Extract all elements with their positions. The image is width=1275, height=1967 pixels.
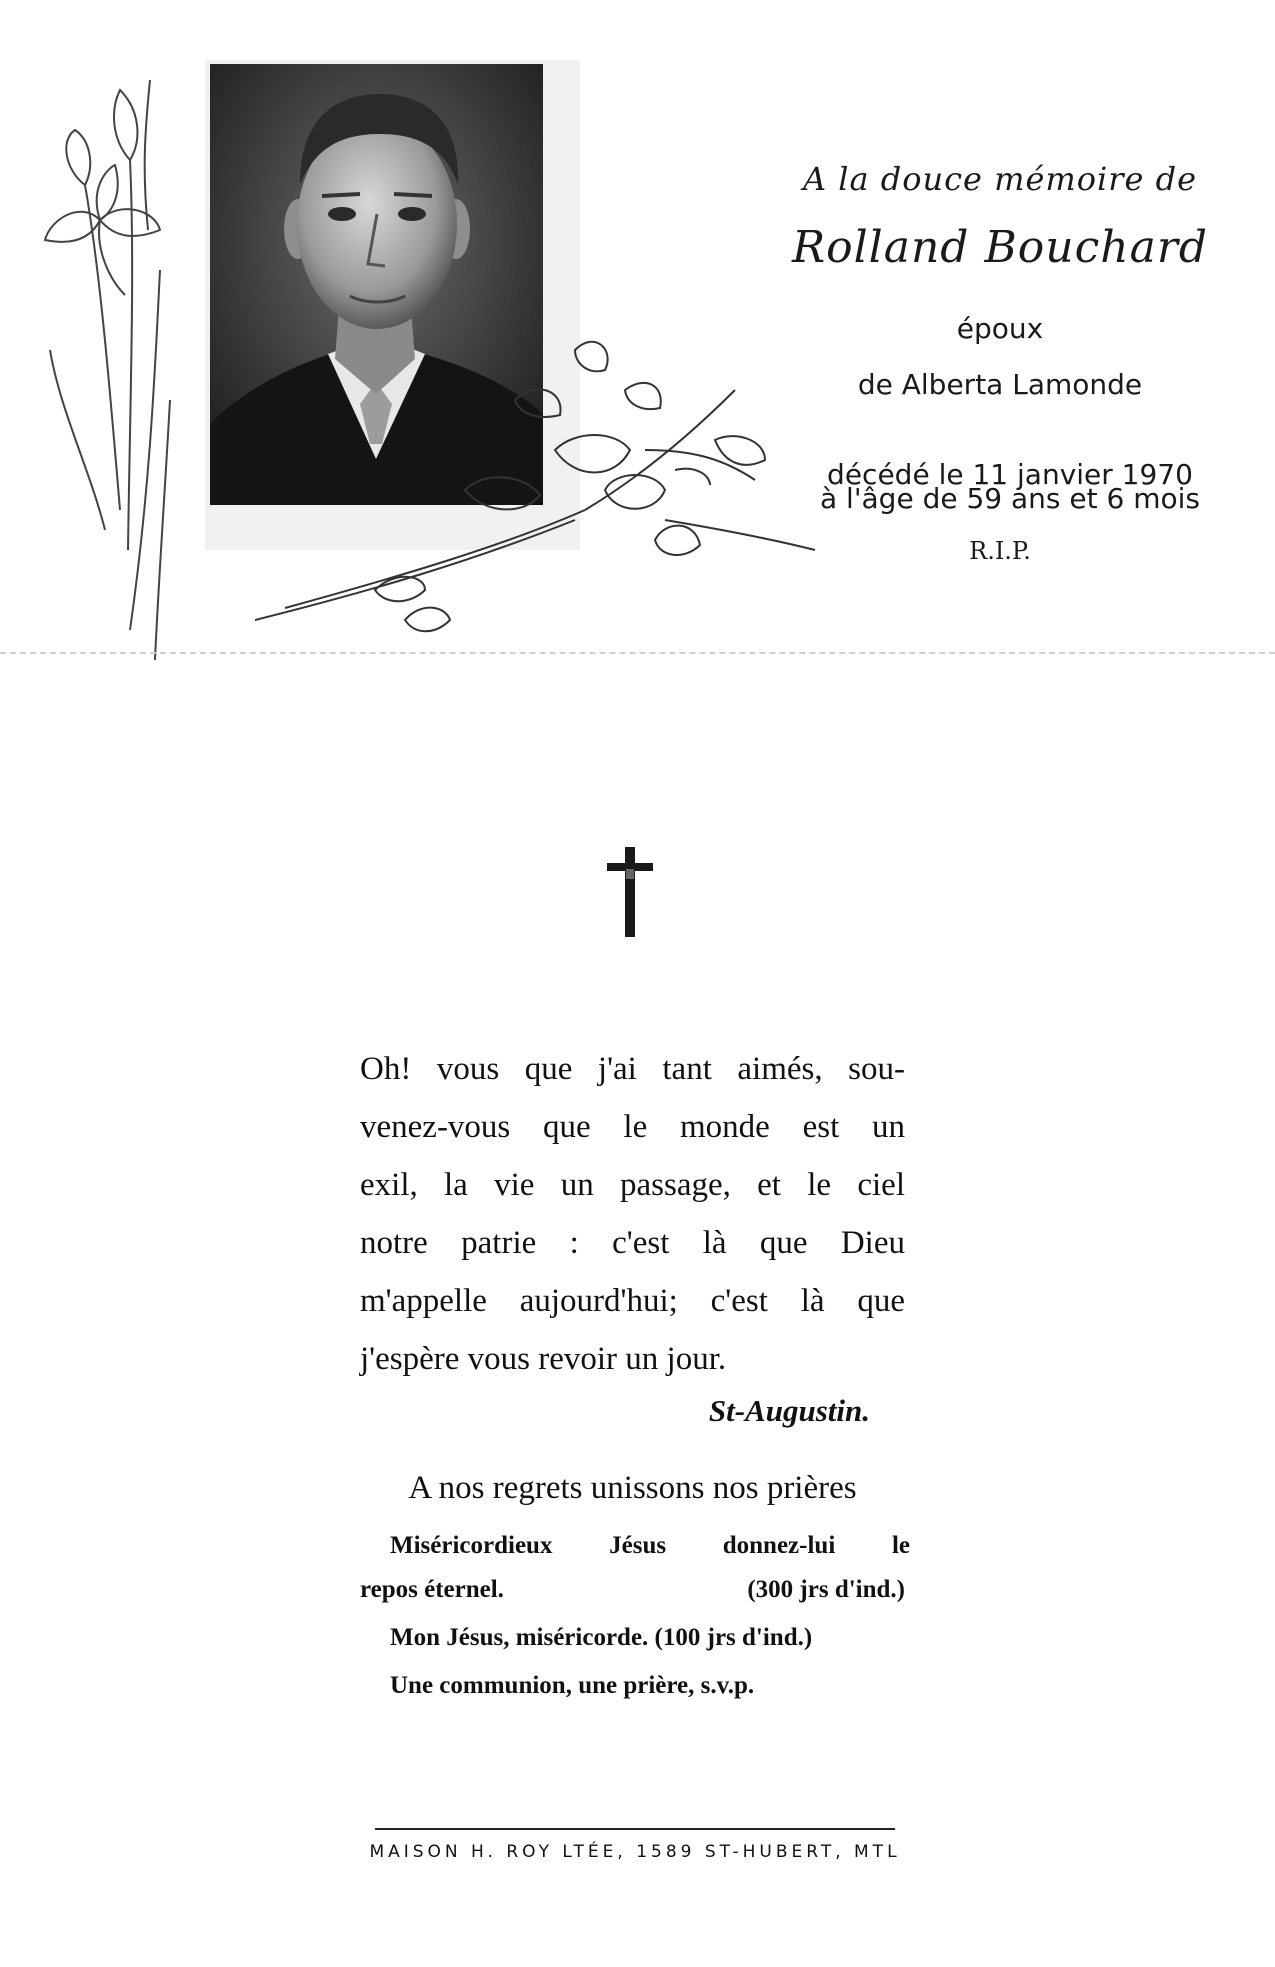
indulgence-note: (300 jrs d'ind.): [747, 1576, 905, 1603]
prayer-text: repos éternel.: [360, 1576, 504, 1603]
front-card: [0, 0, 1275, 660]
prayer-heading: A nos regrets unissons nos prières: [408, 1470, 857, 1506]
cross-icon: [605, 847, 655, 937]
death-date: décédé le 11 janvier 1970: [827, 458, 1193, 491]
footer-rule: [375, 1828, 895, 1830]
spouse-name: de Alberta Lamonde: [857, 368, 1143, 401]
poem-line: Oh! vous que j'ai tant aimés, sou-: [360, 1051, 905, 1087]
spouse-label: époux: [956, 312, 1044, 345]
poem-line: notre patrie : c'est là que Dieu: [360, 1225, 905, 1261]
poem-line: venez-vous que le monde est un: [360, 1109, 905, 1145]
prayer-line: Une communion, une prière, s.v.p.: [390, 1672, 755, 1699]
prayer-line: [360, 1576, 905, 1604]
poem-line: exil, la vie un passage, et le ciel: [360, 1167, 905, 1203]
publisher-imprint: MAISON H. ROY LTÉE, 1589 ST-HUBERT, MTL: [369, 1842, 901, 1862]
deceased-name: Rolland Bouchard: [791, 222, 1209, 273]
card-edge-divider: [0, 652, 1275, 654]
poem-line: m'appelle aujourd'hui; c'est là que: [360, 1283, 905, 1319]
poem: [360, 1040, 905, 1388]
prayer-line: Mon Jésus, miséricorde. (100 jrs d'ind.): [390, 1624, 813, 1651]
lily-illustration: [30, 70, 180, 660]
memory-intro: A la douce mémoire de: [802, 160, 1198, 198]
rip-label: R.I.P.: [969, 537, 1031, 565]
poem-line: j'espère vous revoir un jour.: [360, 1341, 727, 1377]
age-at-death: à l'âge de 59 ans et 6 mois: [819, 482, 1200, 515]
poem-author: St-Augustin.: [708, 1393, 870, 1428]
prayer-line: Miséricordieux Jésus donnez-lui le: [390, 1532, 910, 1559]
